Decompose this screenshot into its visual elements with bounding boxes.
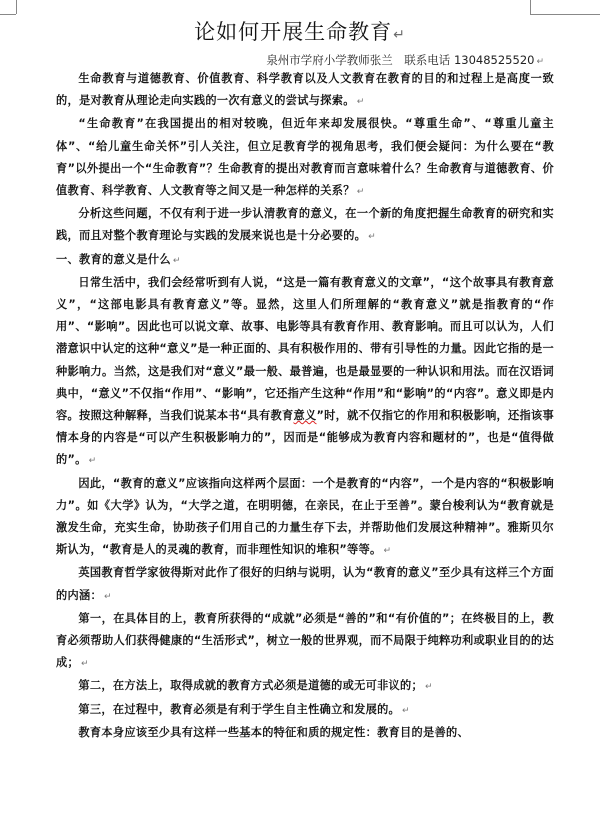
- crop-mark-top-left-horizontal: [0, 14, 16, 15]
- paragraph-mark-icon: ↵: [402, 705, 410, 716]
- paragraph-mark-icon: ↵: [103, 591, 112, 602]
- paragraph-text: 第二，在方法上，取得成就的教育方式必须是道德的或无可非议的；: [78, 679, 424, 693]
- paragraph-mark-icon: ↵: [383, 546, 392, 557]
- paragraph-mark-icon: ↵: [80, 659, 89, 670]
- crop-mark-top-right-vertical: [530, 0, 531, 14]
- paragraph: [56, 675, 554, 698]
- paragraph-text: 生命教育与道德教育、价值教育、科学教育以及人文教育在教育的目的和过程上是高度一致的，是对教育从理论走向实践的一次有意义的尝试与探索。: [56, 72, 554, 108]
- paragraph: [56, 562, 554, 607]
- paragraph-text: 因此，“教育的意义”应该指向这样两个层面：一个是教育的“内容”，一个是内容的“积极影响力”。如《大学》认为，“大学之道，在明明德，在亲民，在止于至善”。蒙台梭利认为“教育就是激发生命，充实生命，协助孩子们用自己的力量生存下去，并帮助他们发展这种精神”。雅斯贝尔斯认为，“教育是人的灵魂的教育，而非理性知识的堆积”等等。: [56, 476, 554, 557]
- document-body: [56, 68, 554, 744]
- crop-mark-top-left-vertical: [16, 0, 17, 14]
- paragraph-text: 日常生活中，我们会经常听到有人说，“这是一篇有教育意义的文章”，“这个故事具有教育意义”，“这部电影具有教育意义”等。显然，这里人们所理解的“教育意义”就是指教育的“作用”、“影响”。因此也可以说文章、故事、电影等具有教育作用、教育影响。而且可以认为，人们潜意识中认定的这种“意义”是一种正面的、具有积极作用的、带有引导性的力量。因此它指的是一种影响力。当然，这是我们对“意义”最一般、最普遍，也是最显要的一种认识和用法。而在汉语词典中，“意义”不仅指“作用”、“影响”，它还指产生这种“作用”和“影响”的“内容”。意义即是内容。按照这种解释，当我们说某本书“具有教育: [56, 275, 554, 423]
- paragraph-mark-icon: ↵: [536, 57, 544, 67]
- paragraph-text: 第三，在过程中，教育必须是有利于学生自主性确立和发展的。: [78, 702, 401, 716]
- section-heading-text: 一、教育的意义是什么: [56, 252, 171, 266]
- paragraph-text: ”时，就不仅指它的作用和积极影响，还指该事情本身的内容是“可以产生积极影响力的”，因而是“能够成为教育内容和题材的”，也是“值得做的”。: [56, 409, 555, 467]
- paragraph-mark-icon: ↵: [356, 187, 365, 198]
- paragraph: [56, 203, 554, 248]
- paragraph: [56, 272, 554, 473]
- paragraph-text: 英国教育哲学家彼得斯对此作了很好的归纳与说明，认为“教育的意义”至少具有这样三个方面的内涵：: [56, 566, 554, 602]
- paragraph-mark-icon: ↵: [356, 97, 365, 108]
- document-title: 论如何开展生命教育: [194, 20, 393, 44]
- paragraph: [56, 473, 554, 563]
- paragraph-mark-icon: ↵: [393, 27, 406, 43]
- paragraph-mark-icon: ↵: [368, 232, 377, 243]
- paragraph: [56, 608, 554, 676]
- paragraph-text: 第一，在具体目的上，教育所获得的“成就”必须是“善的”和“有价值的”；在终极目的上，教育必须帮助人们获得健康的“生活形式”，树立一般的世界观，而不局限于纯粹功利或职业目的的达成；: [56, 611, 554, 670]
- author-info: 泉州市学府小学教师张兰 联系电话 13048525520: [266, 53, 535, 67]
- paragraph: [56, 113, 554, 203]
- paragraph-text: 教育本身应该至少具有这样一些基本的特征和质的规定性：教育目的是善的、: [78, 725, 469, 739]
- paragraph-text: “生命教育”在我国提出的相对较晚，但近年来却发展很快。“尊重生命”、“尊重儿童主体”、“给儿童生命关怀”引人关注，但立足教育学的视角思考，我们便会疑问：为什么要在“教育”以外提出一个“生命教育”？生命教育的提出对教育而言意味着什么？生命教育与道德教育、价值教育、科学教育、人文教育等之间又是一种怎样的关系？: [56, 117, 554, 198]
- section-heading: [56, 249, 554, 272]
- paragraph-mark-icon: ↵: [88, 456, 97, 467]
- spellcheck-underlined-word[interactable]: 意义: [293, 409, 317, 423]
- paragraph: [56, 699, 554, 722]
- paragraph: [56, 68, 554, 113]
- crop-mark-top-right-horizontal: [530, 14, 600, 15]
- document-title-line: [0, 18, 600, 49]
- paragraph-mark-icon: ↵: [172, 255, 181, 266]
- paragraph-mark-icon: ↵: [425, 682, 433, 693]
- paragraph: [56, 722, 554, 744]
- paragraph-text: 分析这些问题，不仅有利于进一步认清教育的意义，在一个新的角度把握生命教育的研究和实践，而且对整个教育理论与实践的发展来说也是十分必要的。: [56, 207, 554, 243]
